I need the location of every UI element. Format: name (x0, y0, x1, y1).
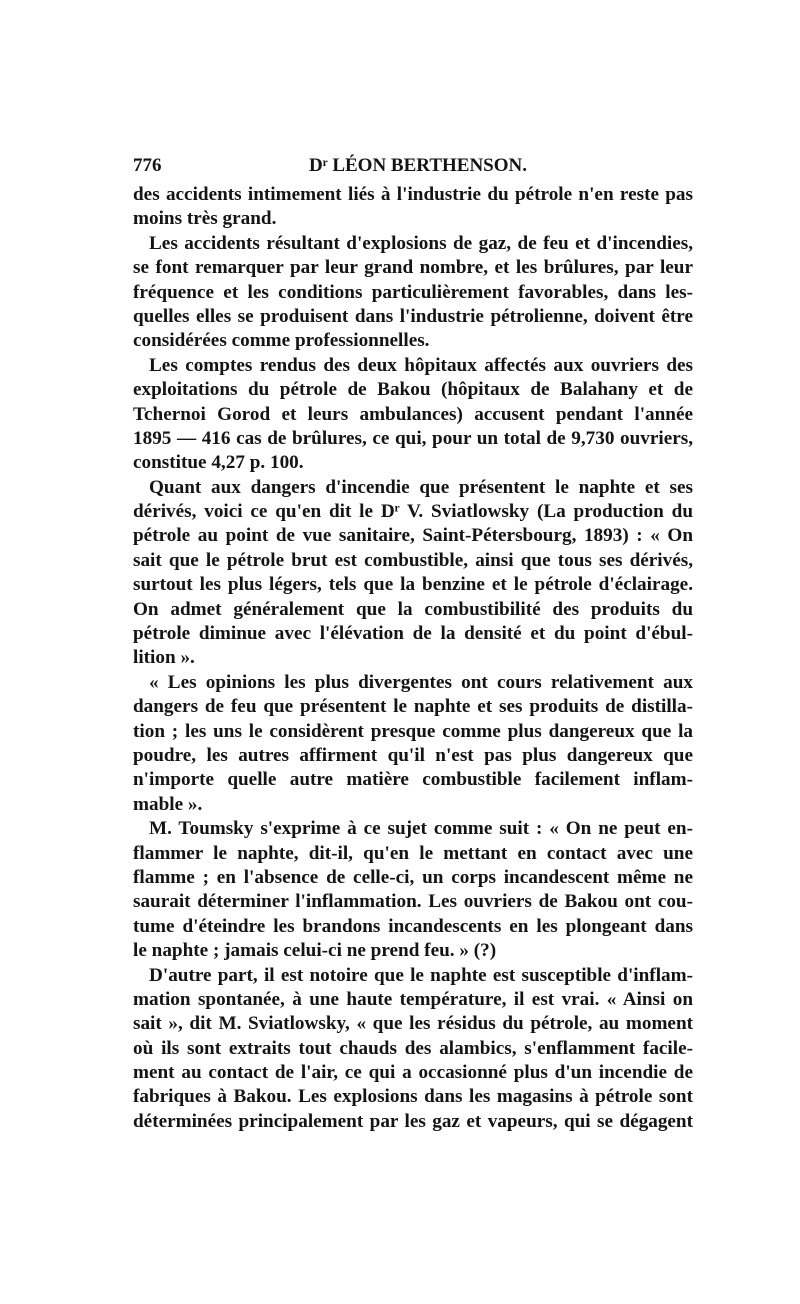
text-line: On admet généralement que la combustibilité des produits du (133, 598, 693, 620)
body-text (133, 183, 693, 1134)
text-line: Les accidents résultant d'explosions de gaz, de feu et d'incendies, (149, 232, 693, 254)
text-line: des accidents intimement liés à l'industrie du pétrole n'en reste pas (133, 184, 693, 205)
text-line: 1895 — 416 cas de brûlures, ce qui, pour un total de 9,730 ouvriers, (133, 427, 693, 449)
text-line: déterminées principalement par les gaz et vapeurs, qui se dégagent (133, 1110, 693, 1132)
text-line: lition ». (133, 647, 195, 669)
text-line: flamme ; en l'absence de celle-ci, un corps incandescent même ne (133, 866, 693, 888)
text-line: moins très grand. (133, 208, 277, 230)
text-line: M. Toumsky s'exprime à ce sujet comme suit : « On ne peut en- (149, 818, 693, 840)
text-line: exploitations du pétrole de Bakou (hôpitaux de Balahany et de (133, 379, 693, 401)
text-line: Les comptes rendus des deux hôpitaux affectés aux ouvriers des (149, 354, 693, 376)
text-line: Tchernoi Gorod et leurs ambulances) accusent pendant l'année (133, 403, 693, 425)
text-line: sait que le pétrole brut est combustible, ainsi que tous ses dérivés, (133, 549, 693, 571)
text-line: dangers de feu que présentent le naphte et ses produits de distilla- (133, 696, 693, 718)
text-line: surtout les plus légers, tels que la benzine et le pétrole d'éclairage. (133, 574, 693, 596)
text-line: tion ; les uns le considèrent presque comme plus dangereux que la (133, 720, 693, 742)
text-line: n'importe quelle autre matière combustible facilement inflam- (133, 769, 693, 791)
text-line: pétrole au point de vue sanitaire, Saint-Pétersbourg, 1893) : « On (133, 525, 693, 547)
text-line: où ils sont extraits tout chauds des alambics, s'enflamment facile- (133, 1037, 693, 1059)
text-line: tume d'éteindre les brandons incandescents en les plongeant dans (133, 915, 693, 937)
text-line: saurait déterminer l'inflammation. Les ouvriers de Bakou ont cou- (133, 891, 693, 913)
text-line: D'autre part, il est notoire que le naphte est susceptible d'inflam- (149, 964, 693, 986)
page-number: 776 (133, 155, 162, 176)
text-line: fabriques à Bakou. Les explosions dans les magasins à pétrole sont (133, 1086, 693, 1108)
text-line: ment au contact de l'air, ce qui a occasionné plus d'un incendie de (133, 1062, 693, 1084)
text-line: flammer le naphte, dit-il, qu'en le mettant en contact avec une (133, 842, 693, 864)
text-line: considérées comme professionnelles. (133, 330, 430, 352)
text-line: dérivés, voici ce qu'en dit le Dʳ V. Sviatlowsky (La production du (133, 501, 693, 523)
text-line: le naphte ; jamais celui-ci ne prend feu. » (?) (133, 940, 497, 962)
text-line: fréquence et les conditions particulièrement favorables, dans les- (133, 281, 693, 303)
running-header (133, 155, 693, 181)
text-line: constitue 4,27 p. 100. (133, 452, 304, 474)
text-line: Quant aux dangers d'incendie que présentent le naphte et ses (149, 476, 693, 498)
text-line: se font remarquer par leur grand nombre, et les brûlures, par leur (133, 257, 693, 279)
text-line: quelles elles se produisent dans l'industrie pétrolienne, doivent être (133, 305, 693, 327)
text-line: poudre, les autres affirment qu'il n'est pas plus dangereux que (133, 744, 693, 766)
text-line: pétrole diminue avec l'élévation de la densité et du point d'ébul- (133, 623, 693, 645)
text-line: mation spontanée, à une haute température, il est vrai. « Ainsi on (133, 988, 693, 1010)
text-line: sait », dit M. Sviatlowsky, « que les résidus du pétrole, au moment (133, 1013, 693, 1035)
text-line: mable ». (133, 793, 203, 815)
text-line: « Les opinions les plus divergentes ont cours relativement aux (149, 671, 693, 693)
running-title: Dʳ LÉON BERTHENSON. (309, 155, 527, 176)
